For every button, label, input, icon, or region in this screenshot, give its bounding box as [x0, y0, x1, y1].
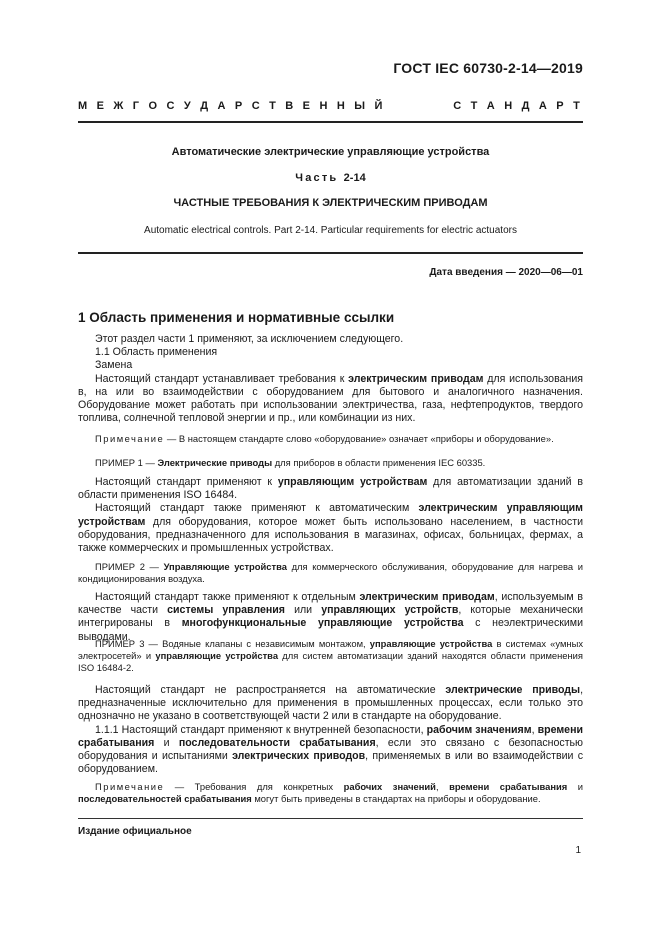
- edition-label: Издание официальное: [78, 826, 192, 837]
- text-run: ,: [435, 781, 450, 792]
- term: электрическим управляющим устройствам: [78, 502, 584, 528]
- text-run: для оборудования, которое может быть использовано населением, в частности оборудования, предназначенного для использования в магазинах, офисах, больницах, фермах, а также коммерческих и промышленных устройствах.: [78, 515, 583, 555]
- text-run: с неэлектрическими выводами.: [78, 617, 583, 643]
- paragraph: [78, 346, 583, 359]
- title-line-3: ЧАСТНЫЕ ТРЕБОВАНИЯ К ЭЛЕКТРИЧЕСКИМ ПРИВОДАМ: [173, 197, 488, 209]
- note-text: — В настоящем стандарте слово «оборудование» означает «приборы и оборудование».: [164, 433, 554, 444]
- title-part: [78, 172, 583, 184]
- term: управляющие устройства: [155, 650, 279, 661]
- header-divider: [78, 121, 583, 123]
- text-run: Настоящий стандарт применяют к: [95, 476, 278, 488]
- term: Электрические приводы: [157, 457, 273, 468]
- body-block-4: [78, 684, 583, 776]
- term: управляющие устройства: [369, 638, 493, 649]
- text-run: , если это связано с безопасностью оборудования и испытаниями: [78, 736, 584, 763]
- text-run: , используемым в качестве части: [78, 591, 583, 617]
- note-label: Примечание: [95, 433, 165, 444]
- paragraph-text: 1.1 Область применения: [95, 346, 218, 359]
- banner-word-interstate: М Е Ж Г О С У Д А Р С Т В Е Н Н Ы Й: [78, 100, 386, 112]
- text-run: для использования в, на или во взаимодействии с оборудованием для бытового и аналогичного назначения. Оборудование может работать при использовании электричества, газа, нефтепродуктов, твердого топлива, солнечной тепловой энергии и пр., или комбинации из них.: [78, 372, 583, 425]
- text-run: для приборов в области применения IEC 60335.: [272, 457, 486, 468]
- effective-date: Дата введения — 2020—06—01: [429, 267, 583, 278]
- text-run: , применяемых в или во взаимодействии с оборудованием.: [78, 750, 583, 776]
- paragraph: [78, 591, 583, 644]
- banner-word-standard: С Т А Н Д А Р Т: [453, 100, 583, 112]
- example-1: [78, 457, 583, 469]
- interstate-standard-banner: [78, 100, 583, 112]
- term: последовательности срабатывания: [178, 736, 376, 749]
- term: многофункциональные управляющие устройства: [181, 617, 464, 630]
- text-run: , предназначенные исключительно для применения в промышленных процессах, если только это однозначно не указано в соответствующей части 2 или в стандарте на оборудование.: [78, 684, 584, 723]
- paragraph: [78, 333, 583, 346]
- term: управляющих устройств: [321, 604, 459, 617]
- paragraph: [78, 476, 583, 502]
- text-run: ПРИМЕР 2 —: [95, 561, 164, 572]
- body-block-3: [78, 591, 583, 644]
- text-run: для коммерческого обслуживания, оборудование для нагрева и кондиционирования воздуха.: [78, 561, 583, 584]
- note-1: [78, 433, 583, 445]
- paragraph-text: Этот раздел части 1 применяют, за исключением следующего.: [95, 333, 404, 345]
- title-line-1: Автоматические электрические управляющие устройства: [171, 146, 490, 158]
- note-label: Примечание: [95, 781, 165, 792]
- term: электрическим приводам: [359, 591, 495, 603]
- footer-divider: [78, 818, 583, 819]
- text-run: , которые механически интегрированы в: [78, 604, 584, 630]
- text-run: Настоящий стандарт также применяют к отдельным: [95, 591, 360, 603]
- paragraph: [78, 373, 583, 426]
- term: рабочим значениям: [426, 723, 532, 736]
- text-run: 1.1.1 Настоящий стандарт применяют к внутренней безопасности,: [95, 723, 427, 736]
- standard-code: ГОСТ IEC 60730-2-14—2019: [393, 60, 583, 76]
- term: последовательностей срабатывания: [78, 793, 252, 804]
- paragraph: [78, 684, 583, 724]
- text-run: Настоящий стандарт устанавливает требования к: [95, 372, 349, 385]
- text-run: или: [284, 604, 322, 617]
- text-run: ПРИМЕР 1 —: [95, 457, 158, 468]
- example-2: [78, 561, 583, 585]
- paragraph: [78, 502, 583, 555]
- text-run: для автоматизации зданий в области применения ISO 16484.: [78, 476, 583, 502]
- text-run: ПРИМЕР 3 — Водяные клапаны с независимым монтажом,: [95, 638, 370, 649]
- term: электрическим приводам: [348, 372, 484, 385]
- term: системы управления: [167, 604, 285, 617]
- title-english: Automatic electrical controls. Part 2-14. Particular requirements for electric actuators: [144, 225, 517, 236]
- text-run: для систем автоматизации зданий находятся области применения ISO 16484-2.: [78, 650, 583, 673]
- term: Управляющие устройства: [163, 561, 287, 572]
- example-3: [78, 638, 583, 674]
- note-2: [78, 781, 583, 805]
- term: электрические приводы: [445, 684, 581, 696]
- text-run: и: [154, 736, 179, 749]
- text-run: — Требования для конкретных: [164, 781, 344, 792]
- term: управляющим устройствам: [277, 476, 428, 488]
- page-number: 1: [575, 845, 581, 856]
- text-run: и: [567, 781, 583, 792]
- text-run: ,: [531, 723, 538, 736]
- section-heading: 1 Область применения и нормативные ссылки: [78, 310, 395, 325]
- term: электрических приводов: [232, 750, 366, 763]
- paragraph-text: Замена: [95, 359, 133, 372]
- term: рабочих значений: [343, 781, 436, 792]
- text-run: могут быть приведены в стандартах на приборы и оборудование.: [251, 793, 541, 804]
- body-block-2: [78, 476, 583, 555]
- text-run: в системах «умных электросетей» и: [78, 638, 584, 661]
- text-run: Настоящий стандарт не распространяется на автоматические: [95, 684, 446, 696]
- part-label: Часть: [295, 172, 339, 184]
- paragraph: [78, 359, 583, 372]
- term: времени срабатывания: [449, 781, 568, 792]
- body-block-1: [78, 333, 583, 425]
- term: времени срабатывания: [78, 723, 583, 749]
- part-number: 2-14: [343, 172, 366, 184]
- paragraph: [78, 724, 583, 777]
- text-run: Настоящий стандарт также применяют к автоматическим: [95, 502, 419, 515]
- title-divider: [78, 252, 583, 254]
